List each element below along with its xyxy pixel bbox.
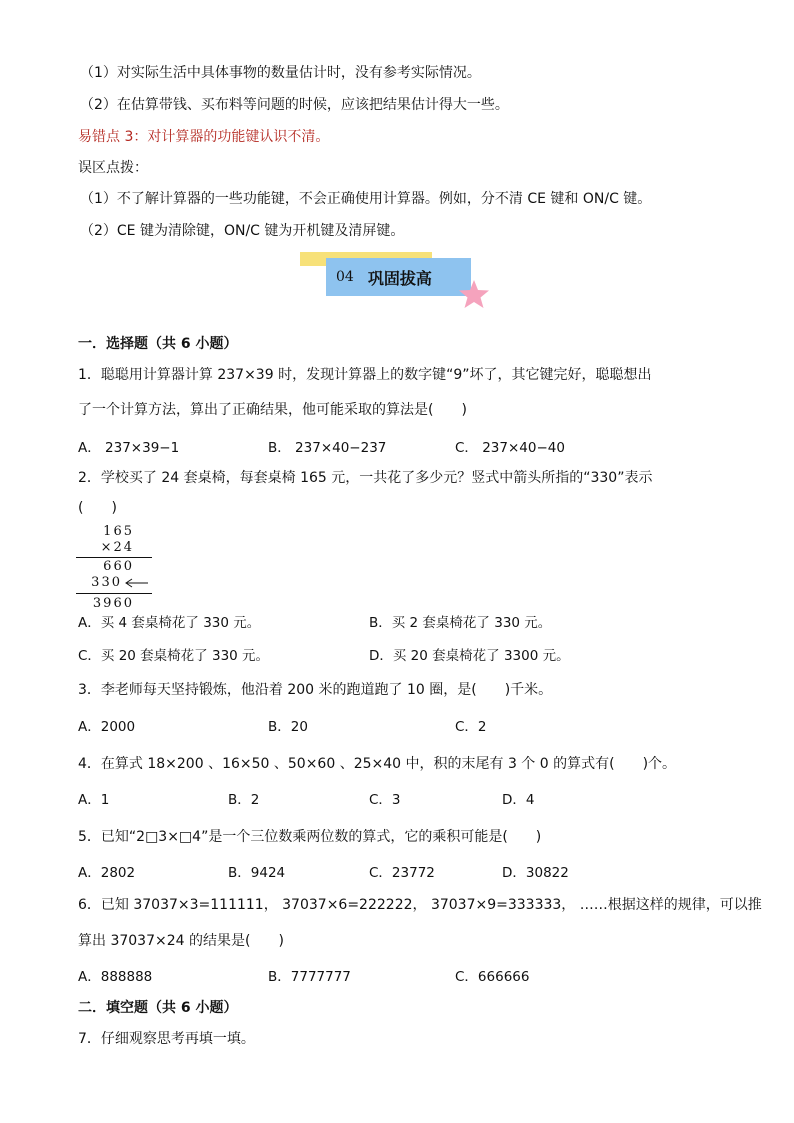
q5-option-a: A．2802 [78, 865, 136, 881]
q3-option-b: B．20 [268, 719, 308, 735]
vert-row-1: 165 [103, 524, 134, 539]
q2-option-b: B．买 2 套桌椅花了 330 元。 [369, 615, 552, 631]
q1-text-2: 了一个计算方法，算出了正确结果，他可能采取的算法是( ) [78, 402, 467, 418]
q4-option-d: D．4 [502, 792, 535, 808]
q1-option-a: A． 237×39−1 [78, 440, 180, 456]
q4-option-a: A．1 [78, 792, 110, 808]
vert-row-2: ×24 [100, 540, 134, 555]
q3-text: 3．李老师每天坚持锻炼，他沿着 200 米的跑道跑了 10 圈，是( )千米。 [78, 682, 553, 698]
q5-option-c: C．23772 [369, 865, 435, 881]
q2-option-d: D．买 20 套桌椅花了 3300 元。 [369, 648, 570, 664]
q7-text: 7．仔细观察思考再填一填。 [78, 1031, 255, 1047]
star-icon [458, 278, 490, 310]
q6-text-2: 算出 37037×24 的结果是( ) [78, 933, 284, 949]
intro-line-3: （1）不了解计算器的一些功能键，不会正确使用计算器。例如，分不清 CE 键和 ON/C 键。 [80, 191, 652, 207]
error-point-3: 易错点 3：对计算器的功能键认识不清。 [78, 129, 330, 145]
q2-option-a: A．买 4 套桌椅花了 330 元。 [78, 615, 261, 631]
section-2-title: 二．填空题（共 6 小题） [78, 1000, 238, 1016]
q5-option-d: D．30822 [502, 865, 569, 881]
q5-text: 5．已知“2□3×□4”是一个三位数乘两位数的算式，它的乘积可能是( ) [78, 829, 542, 845]
vert-row-3: 660 [103, 559, 134, 574]
q3-option-a: A．2000 [78, 719, 136, 735]
q4-text: 4．在算式 18×200 、16×50 、50×60 、25×40 中，积的末尾有 3 个 0 的算式有( )个。 [78, 756, 677, 772]
q4-option-b: B．2 [228, 792, 260, 808]
banner-title: 巩固拔高 [367, 268, 432, 288]
q1-option-c: C． 237×40−40 [455, 440, 565, 456]
q2-text-2: ( ) [78, 500, 117, 516]
q6-option-a: A．888888 [78, 969, 153, 985]
hint-label: 误区点拨： [78, 160, 148, 176]
q6-text-1: 6．已知 37037×3=111111， 37037×6=222222， 37037×9=333333， ……根据这样的规律，可以推 [78, 897, 762, 913]
q2-text-1: 2．学校买了 24 套桌椅，每套桌椅 165 元，一共花了多少元？竖式中箭头所指的“330”表示 [78, 470, 653, 486]
vert-rule-1 [76, 557, 152, 558]
q1-text-1: 1．聪聪用计算器计算 237×39 时，发现计算器上的数字键“9”坏了，其它键完好，聪聪想出 [78, 367, 652, 383]
section-banner [326, 258, 471, 296]
q3-option-c: C．2 [455, 719, 487, 735]
q5-option-b: B．9424 [228, 865, 286, 881]
q6-option-b: B．7777777 [268, 969, 351, 985]
intro-line-4: （2）CE 键为清除键，ON/C 键为开机键及清屏键。 [80, 223, 405, 239]
vert-rule-2 [76, 593, 152, 594]
section-1-title: 一．选择题（共 6 小题） [78, 336, 238, 352]
banner-number: 04 [336, 269, 354, 285]
q1-option-b: B． 237×40−237 [268, 440, 387, 456]
q4-option-c: C．3 [369, 792, 401, 808]
arrow-left-icon [124, 578, 148, 588]
intro-line-2: （2）在估算带钱、买布料等问题的时候，应该把结果估计得大一些。 [80, 97, 509, 113]
vert-row-4: 330 [91, 575, 122, 590]
intro-line-1: （1）对实际生活中具体事物的数量估计时，没有参考实际情况。 [80, 65, 481, 81]
vert-row-5: 3960 [92, 596, 134, 611]
q6-option-c: C．666666 [455, 969, 530, 985]
q2-option-c: C．买 20 套桌椅花了 330 元。 [78, 648, 270, 664]
vertical-multiplication [76, 522, 152, 614]
